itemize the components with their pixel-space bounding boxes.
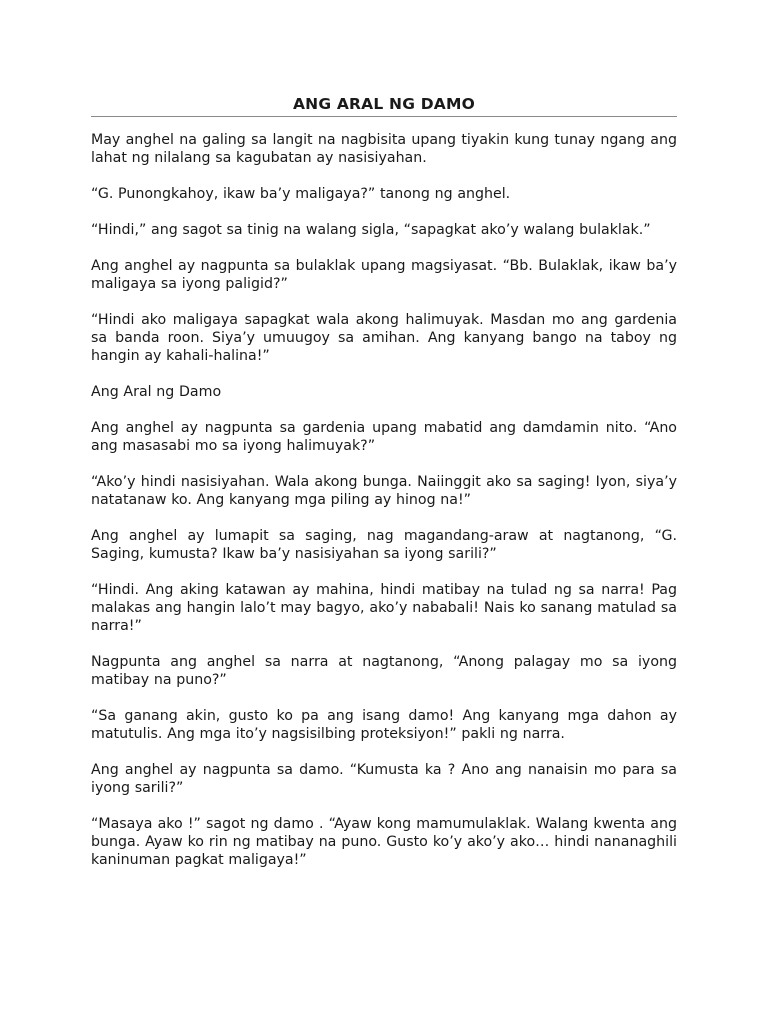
document-title: ANG ARAL NG DAMO — [292, 95, 476, 113]
title-rule — [91, 116, 677, 117]
document-body — [91, 131, 677, 869]
document-page — [91, 94, 677, 887]
paragraph: Ang anghel ay lumapit sa saging, nag magandang-araw at nagtanong, “G. Saging, kumusta? Ikaw ba’y nasisiyahan sa iyong sarili?” — [91, 528, 677, 562]
section-heading: Ang Aral ng Damo — [91, 384, 222, 400]
paragraph: May anghel na galing sa langit na nagbisita upang tiyakin kung tunay ngang ang lahat ng nilalang sa kagubatan ay nasisiyahan. — [91, 132, 677, 166]
paragraph: Nagpunta ang anghel sa narra at nagtanong, “Anong palagay mo sa iyong matibay na puno?” — [91, 654, 677, 688]
paragraph: “Ako’y hindi nasisiyahan. Wala akong bunga. Naiinggit ako sa saging! Iyon, siya’y natatanaw ko. Ang kanyang mga piling ay hinog na!” — [91, 474, 677, 508]
paragraph: “Hindi. Ang aking katawan ay mahina, hindi matibay na tulad ng sa narra! Pag malakas ang hangin lalo’t may bagyo, ako’y nababali! Nais ko sanang matulad sa narra!” — [91, 582, 677, 634]
paragraph: “G. Punongkahoy, ikaw ba’y maligaya?” tanong ng anghel. — [91, 186, 511, 202]
paragraph: Ang anghel ay nagpunta sa bulaklak upang magsiyasat. “Bb. Bulaklak, ikaw ba’y maligaya sa iyong paligid?” — [91, 258, 677, 292]
paragraph: “Hindi,” ang sagot sa tinig na walang sigla, “sapagkat ako’y walang bulaklak.” — [91, 222, 651, 238]
paragraph: “Sa ganang akin, gusto ko pa ang isang damo! Ang kanyang mga dahon ay matutulis. Ang mga ito’y nagsisilbing proteksiyon!” pakli ng narra. — [91, 708, 677, 742]
paragraph: “Masaya ako !” sagot ng damo . “Ayaw kong mamumulaklak. Walang kwenta ang bunga. Ayaw ko rin ng matibay na puno. Gusto ko’y ako’y ako… hindi nananaghili kaninuman pagkat maligaya!” — [91, 816, 677, 868]
paragraph: Ang anghel ay nagpunta sa gardenia upang mabatid ang damdamin nito. “Ano ang masasabi mo sa iyong halimuyak?” — [91, 420, 677, 454]
paragraph: “Hindi ako maligaya sapagkat wala akong halimuyak. Masdan mo ang gardenia sa banda roon. Siya’y umuugoy sa amihan. Ang kanyang bango na taboy ng hangin ay kahali-halina!” — [91, 312, 677, 364]
paragraph: Ang anghel ay nagpunta sa damo. “Kumusta ka ? Ano ang nanaisin mo para sa iyong sarili?” — [91, 762, 677, 796]
